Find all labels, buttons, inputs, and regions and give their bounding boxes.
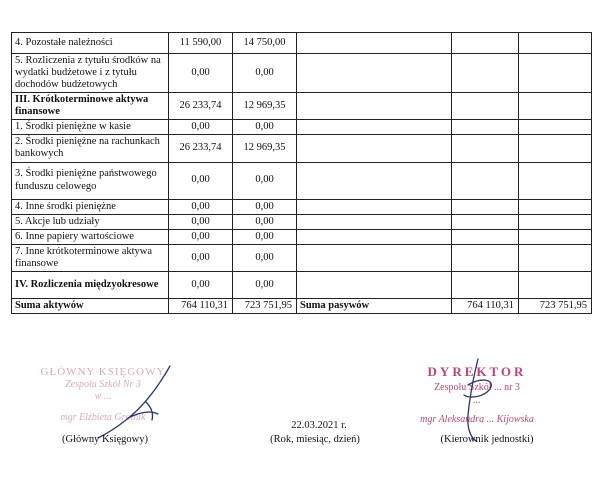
empty-cell [452,135,519,162]
empty-cell [297,33,452,54]
row-value-current: 26 233,74 [169,135,233,162]
director-stamp-org: Zespołu Szkół ... nr 3 [434,381,520,393]
chief-accountant-stamp-title: GŁÓWNY KSIĘGOWY [40,366,166,378]
table-row [12,199,592,214]
row-value-previous: 12 969,35 [233,93,297,120]
empty-cell [297,93,452,120]
head-of-unit-caption: (Kierownik jednostki) [440,434,534,445]
empty-cell [519,135,592,162]
empty-cell [452,199,519,214]
row-value-previous: 0,00 [233,54,297,93]
table-row [12,214,592,229]
table-row [12,244,592,271]
chief-accountant-stamp-name: mgr Elżbieta Gralnik [60,412,146,424]
row-value-previous: 0,00 [233,199,297,214]
row-value-current: 0,00 [169,229,233,244]
empty-cell [297,229,452,244]
total-liabilities-label: Suma pasywów [297,298,452,313]
empty-cell [519,33,592,54]
row-label: IV. Rozliczenia międzyokresowe [12,271,169,298]
row-value-current: 26 233,74 [169,93,233,120]
report-date: 22.03.2021 r. [291,420,347,431]
row-value-previous: 14 750,00 [233,33,297,54]
row-label: III. Krótkoterminowe aktywa finansowe [12,93,169,120]
empty-cell [452,244,519,271]
empty-cell [297,135,452,162]
director-stamp-city: ... [473,394,481,406]
empty-cell [297,54,452,93]
table-row [12,229,592,244]
empty-cell [519,229,592,244]
table-row [12,93,592,120]
chief-accountant-signature [88,362,188,442]
empty-cell [452,120,519,135]
table-row [12,120,592,135]
row-value-previous: 0,00 [233,229,297,244]
total-assets-label: Suma aktywów [12,298,169,313]
row-value-current: 0,00 [169,271,233,298]
empty-cell [297,120,452,135]
row-label: 4. Inne środki pieniężne [12,199,169,214]
row-label: 1. Środki pieniężne w kasie [12,120,169,135]
total-assets-value-2: 723 751,95 [233,298,297,313]
empty-cell [519,162,592,199]
empty-cell [452,54,519,93]
balance-table [11,32,592,314]
row-label: 3. Środki pieniężne państwowego funduszu celowego [12,162,169,199]
empty-cell [519,214,592,229]
table-row [12,162,592,199]
director-signature [440,355,520,445]
table-row [12,54,592,93]
row-label: 5. Rozliczenia z tytułu środków na wydatki budżetowe i z tytułu dochodów budżetowych [12,54,169,93]
empty-cell [297,244,452,271]
row-label: 6. Inne papiery wartościowe [12,229,169,244]
chief-accountant-caption: (Główny Księgowy) [61,434,149,445]
table-row [12,271,592,298]
row-value-previous: 0,00 [233,162,297,199]
row-value-previous: 0,00 [233,244,297,271]
row-label: 7. Inne krótkoterminowe aktywa finansowe [12,244,169,271]
director-stamp-title: DYREKTOR [427,364,527,379]
row-label: 2. Środki pieniężne na rachunkach bankowych [12,135,169,162]
empty-cell [519,93,592,120]
empty-cell [452,162,519,199]
row-value-previous: 0,00 [233,120,297,135]
row-value-previous: 0,00 [233,214,297,229]
total-assets-value-1: 764 110,31 [169,298,233,313]
empty-cell [297,214,452,229]
row-value-previous: 0,00 [233,271,297,298]
row-label: 5. Akcje lub udziały [12,214,169,229]
row-value-current: 0,00 [169,162,233,199]
row-label: 4. Pozostałe należności [12,33,169,54]
table-row [12,135,592,162]
empty-cell [519,244,592,271]
date-caption: (Rok, miesiąc, dzień) [270,434,360,445]
row-value-current: 11 590,00 [169,33,233,54]
row-value-current: 0,00 [169,120,233,135]
director-stamp-name: mgr Aleksandra ... Kijowska [420,413,534,425]
empty-cell [297,199,452,214]
chief-accountant-stamp-org: Zespołu Szkół Nr 3 [65,379,141,391]
empty-cell [519,54,592,93]
empty-cell [519,120,592,135]
empty-cell [452,33,519,54]
empty-cell [452,93,519,120]
chief-accountant-stamp-city: w ... [94,391,112,403]
total-liabilities-value-2: 723 751,95 [519,298,592,313]
balance-table-body [12,33,592,299]
row-value-current: 0,00 [169,244,233,271]
empty-cell [452,229,519,244]
total-row [12,298,592,313]
row-value-current: 0,00 [169,214,233,229]
empty-cell [519,199,592,214]
row-value-previous: 12 969,35 [233,135,297,162]
empty-cell [297,162,452,199]
empty-cell [452,214,519,229]
empty-cell [452,271,519,298]
row-value-current: 0,00 [169,54,233,93]
total-liabilities-value-1: 764 110,31 [452,298,519,313]
row-value-current: 0,00 [169,199,233,214]
table-row [12,33,592,54]
empty-cell [297,271,452,298]
empty-cell [519,271,592,298]
